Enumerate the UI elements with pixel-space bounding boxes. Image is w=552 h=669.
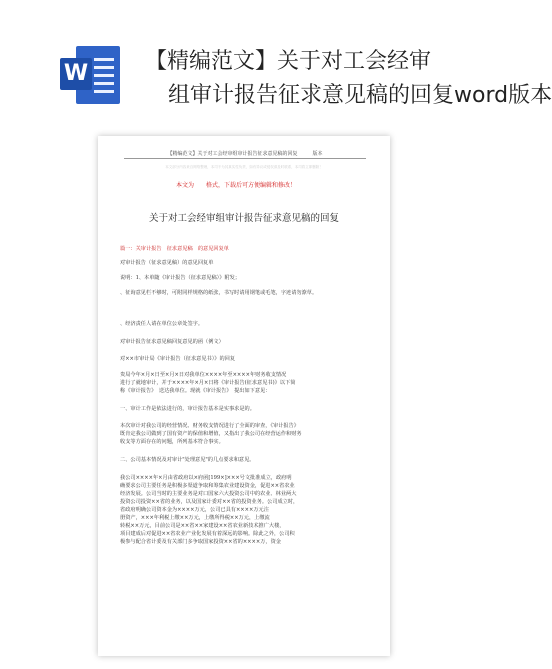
header-rule	[124, 158, 366, 159]
paragraph: 一、审计工作是依法进行的，审计报告基本是实事求是的。	[120, 406, 255, 412]
download-notice	[176, 180, 308, 189]
paragraph: 称《审计报告》 送达我单位。现就《审计报告》 提出如下意见：	[120, 388, 271, 394]
paragraph: 对审计报告征求意见稿回复意见的函（例文）	[120, 339, 224, 345]
paragraph: 省政府明确公司资本金为××××万元，公司已具有××××万元注	[120, 507, 269, 513]
word-document-icon	[60, 40, 128, 110]
banner-title-line-2: 组审计报告征求意见稿的回复word版本	[168, 83, 552, 108]
paragraph: 确要求公司主要任务是积极多渠道争取和筹集农业建设资金，促进××省农业	[120, 483, 295, 489]
paragraph: 对审计报告（征求意见稿）的意见回复单	[120, 260, 214, 266]
notice-right: 格式，下载后可方便编辑和修改！	[206, 182, 297, 189]
paragraph: 我公司××××年×月由省政府以×府函[199×]×××号文批准成立，政府明	[120, 475, 292, 481]
paragraph: 转税××万元，目前公司是××省××家建设××省农业新技术推广大楼，	[120, 523, 285, 529]
word-badge: W	[60, 58, 92, 90]
paragraph: 二、公司基本情况及对审计"处理意见"的几点要求和意见。	[120, 457, 255, 463]
paragraph: 说明：1、本单随《审计报告（征求意见稿）》附发；	[120, 275, 241, 281]
paragraph: 、经济责任人请在单位公章处签字。	[120, 321, 204, 327]
disclaimer-text: 本文部分内容来自网络整理，本司不为其真实性负责，如有异议或侵权请及时联系，本司将立即删除！	[165, 165, 323, 169]
paragraph: 篇一：关审计报告 征求意见稿 的意见回复单	[120, 246, 229, 252]
paragraph: 本次审计对我公司的经营情况、财务收支情况进行了全面的审查，《审计报告》	[120, 423, 299, 429]
document-page	[98, 136, 390, 656]
paragraph: 进行了就地审计，并于××××年×月×日将《审计报告(征求意见书)》以下简	[120, 380, 296, 386]
paragraph: 项目建成后对促进××省农业产业化发展有着深远的影响。除此之外，公司积	[120, 531, 295, 537]
notice-left: 本文为	[176, 182, 195, 189]
paragraph: 极参与配合省计委及有关部门多争取国家投资××省的××××万，资金	[120, 539, 281, 545]
paragraph: 册资产，×××年利税上缴××万元，上缴所得税××万元，上缴流	[120, 515, 270, 521]
document-title: 关于对工会经审组审计报告征求意见稿的回复	[148, 213, 339, 224]
banner	[0, 0, 552, 112]
page-header: 【精编范文】关于对工会经审组审计报告征求意见稿的回复 版本	[167, 151, 323, 157]
paragraph: 收支等方面存在的问题，所列基本符合事实。	[120, 439, 224, 445]
banner-title-line-1: 【精编范文】关于对工会经审	[145, 49, 432, 74]
paragraph: 经济发展。公司当时的主要业务是对口国家六大投资公司中的农业、林业两大	[120, 491, 297, 497]
paragraph: 贵局今年×月×日至×月×日对我单位××××年至××××年财务收支情况	[120, 372, 287, 378]
paragraph: 投资公司投资××省的业务，以及国家计委对××省的投资业务。公司成立时，	[120, 499, 299, 505]
paragraph: 、征询意见栏不够时，可附同样规格的纸张，书写时请用钢笔或毛笔，字迹请勿潦草。	[120, 290, 318, 296]
paragraph: 既肯定我公司做到了国有资产的保值和增值，又指出了我公司在经营运作和财务	[120, 431, 302, 437]
paragraph: 对××市审计局《审计报告（征求意见书）》的回复	[120, 356, 236, 362]
